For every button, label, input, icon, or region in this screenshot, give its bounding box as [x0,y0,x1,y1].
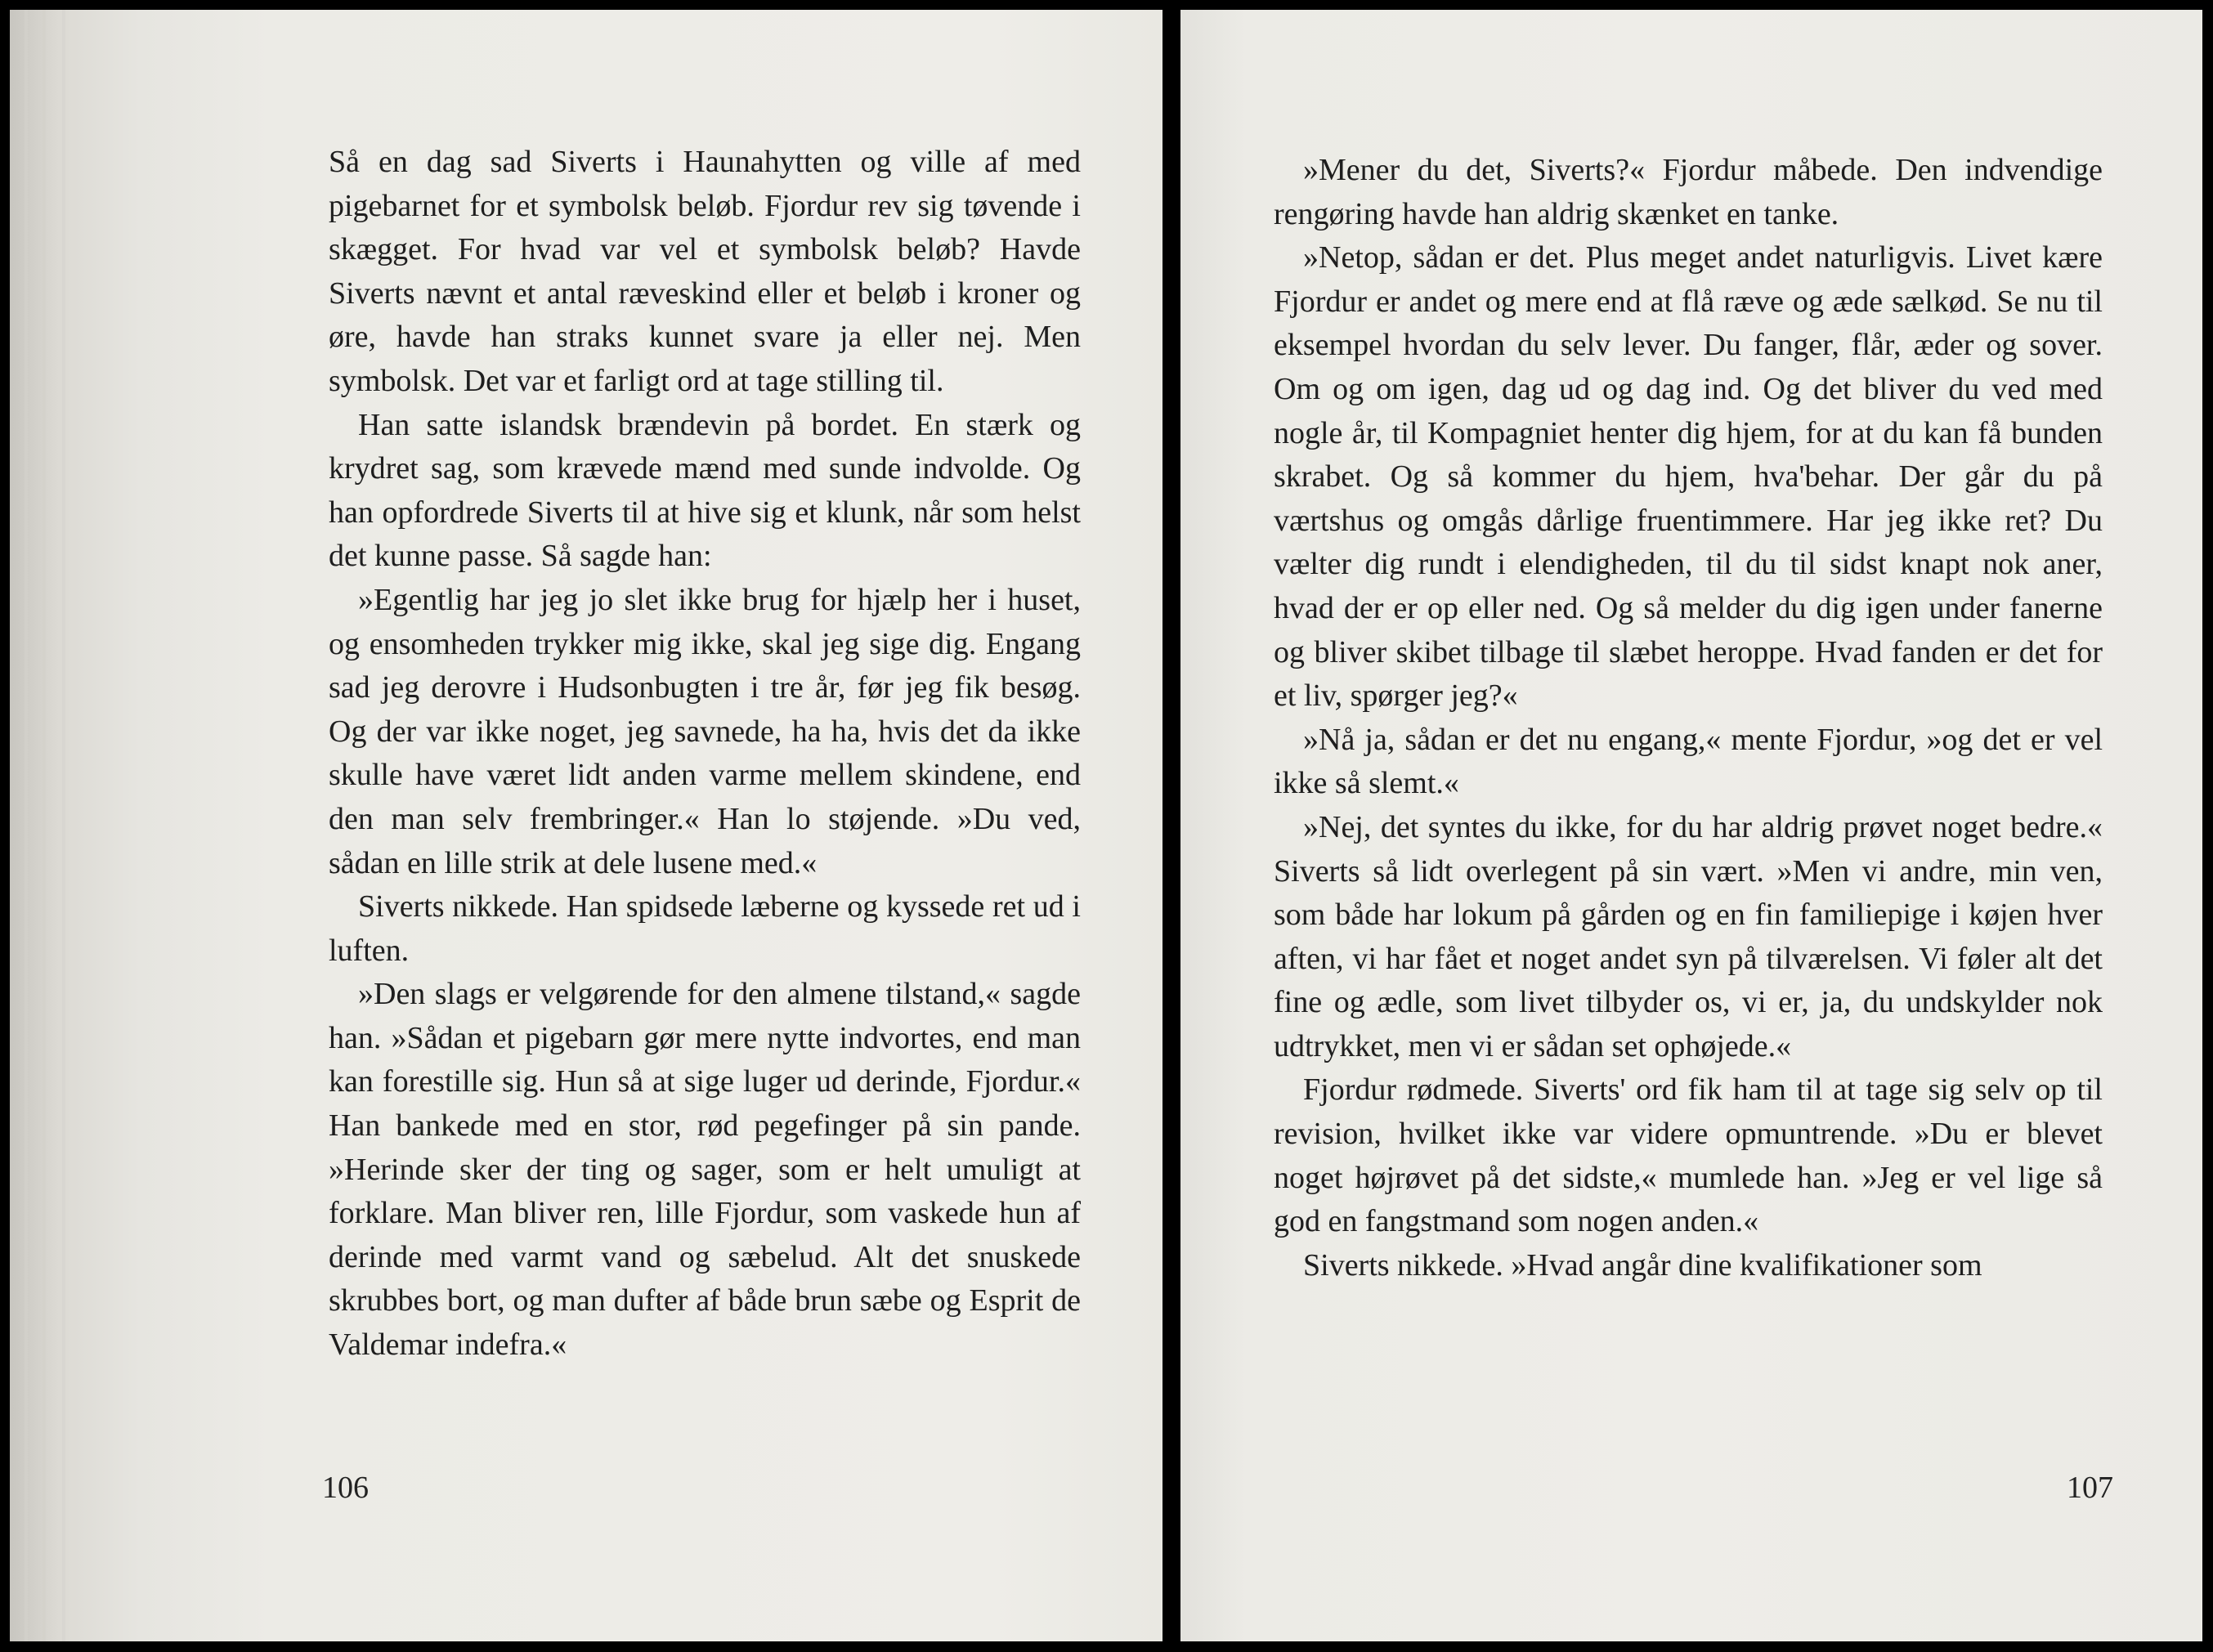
paragraph: Han satte islandsk brændevin på bordet. En stærk og krydret sag, som krævede mænd med sunde indvolde. Og han opfordrede Siverts til at hive sig et klunk, når som helst det kunne passe. Så sagde han: [329,407,1081,574]
paragraph: »Netop, sådan er det. Plus meget andet naturligvis. Livet kære Fjordur er andet og mere end at flå ræve og æde sælkød. Se nu til eksempel hvordan du selv lever. Du fanger, flår, æder og sover. Om og om igen, dag ud og dag ind. Og det bliver du ved med nogle år, til Kompagniet henter dig hjem, for at du kan få bunden skrabet. Og så kommer du hjem, hva'behar. Der går du på værtshus og omgås dårlige fruentimmere. Har jeg ikke ret? Du vælter dig rundt i elendigheden, til du til sidst knapt nok aner, hvad der er op eller ned. Og så melder du dig igen under fanerne og bliver skibet tilbage til slæbet heroppe. Hvad fanden er det for et liv, spørger jeg?« [1274,240,2103,714]
page-edge-line [43,10,46,1641]
page-edge-line [62,10,65,1641]
right-page [1180,10,2202,1641]
page-number-left: 106 [322,1471,369,1505]
paragraph: »Nej, det syntes du ikke, for du har aldrig prøvet noget bedre.« Siverts så lidt overlegent på sin vært. »Men vi andre, min ven, som både har lokum på gården og en fin familiepige i køjen hver aften, vi har fået et noget andet syn på tilværelsen. Vi føler alt det fine og ædle, som livet tilbyder os, vi er, ja, du undskylder nok udtrykket, men vi er sådan set ophøjede.« [1274,809,2103,1063]
paragraph: Så en dag sad Siverts i Haunahytten og ville af med pigebarnet for et symbolsk beløb. Fjordur rev sig tøvende i skægget. For hvad var vel et symbolsk beløb? Havde Siverts nævnt et antal ræveskind eller et beløb i kroner og øre, havde han straks kunnet svare ja eller nej. Men symbolsk. Det var et farligt ord at tage stilling til. [329,145,1081,398]
page-number-right: 107 [2067,1471,2113,1505]
left-page [10,10,1162,1641]
page-edge-line [25,10,28,1641]
right-page-text [1274,149,2103,1287]
left-page-text [329,141,1081,1368]
paragraph: Siverts nikkede. Han spidsede læberne og kyssede ret ud i luften. [329,889,1081,968]
paragraph: Siverts nikkede. »Hvad angår dine kvalifikationer som [1303,1247,1982,1283]
paragraph: »Nå ja, sådan er det nu engang,« mente Fjordur, »og det er vel ikke så slemt.« [1274,722,2103,801]
paragraph: »Egentlig har jeg jo slet ikke brug for hjælp her i huset, og ensomheden trykker mig ikke, skal jeg sige dig. Engang sad jeg derovre i Hudsonbugten i tre år, før jeg fik besøg. Og der var ikke noget, jeg savnede, ha ha, hvis det da ikke skulle have været lidt anden varme mellem skindene, end den man selv frembringer.« Han lo støjende. »Du ved, sådan en lille strik at dele lusene med.« [329,582,1081,880]
paragraph: Fjordur rødmede. Siverts' ord fik ham til at tage sig selv op til revision, hvilket ikke var videre opmuntrende. »Du er blevet noget højrøvet på det sidste,« mumlede han. »Jeg er vel lige så god en fangstmand som nogen anden.« [1274,1072,2103,1239]
paragraph: »Mener du det, Siverts?« Fjordur måbede. Den indvendige rengøring havde han aldrig skænket en tanke. [1274,153,2103,231]
paragraph: »Den slags er velgørende for den almene tilstand,« sagde han. »Sådan et pigebarn gør mere nytte indvortes, end man kan forestille sig. Hun så at sige luger ud derinde, Fjordur.« Han bankede med en stor, rød pegefinger på sin pande. »Herinde sker der ting og sager, som er helt umuligt at forklare. Man bliver ren, lille Fjordur, som vaskede hun af derinde med varmt vand og sæbelud. Alt det snuskede skrubbes bort, og man dufter af både brun sæbe og Esprit de Valdemar indefra.« [329,977,1081,1363]
